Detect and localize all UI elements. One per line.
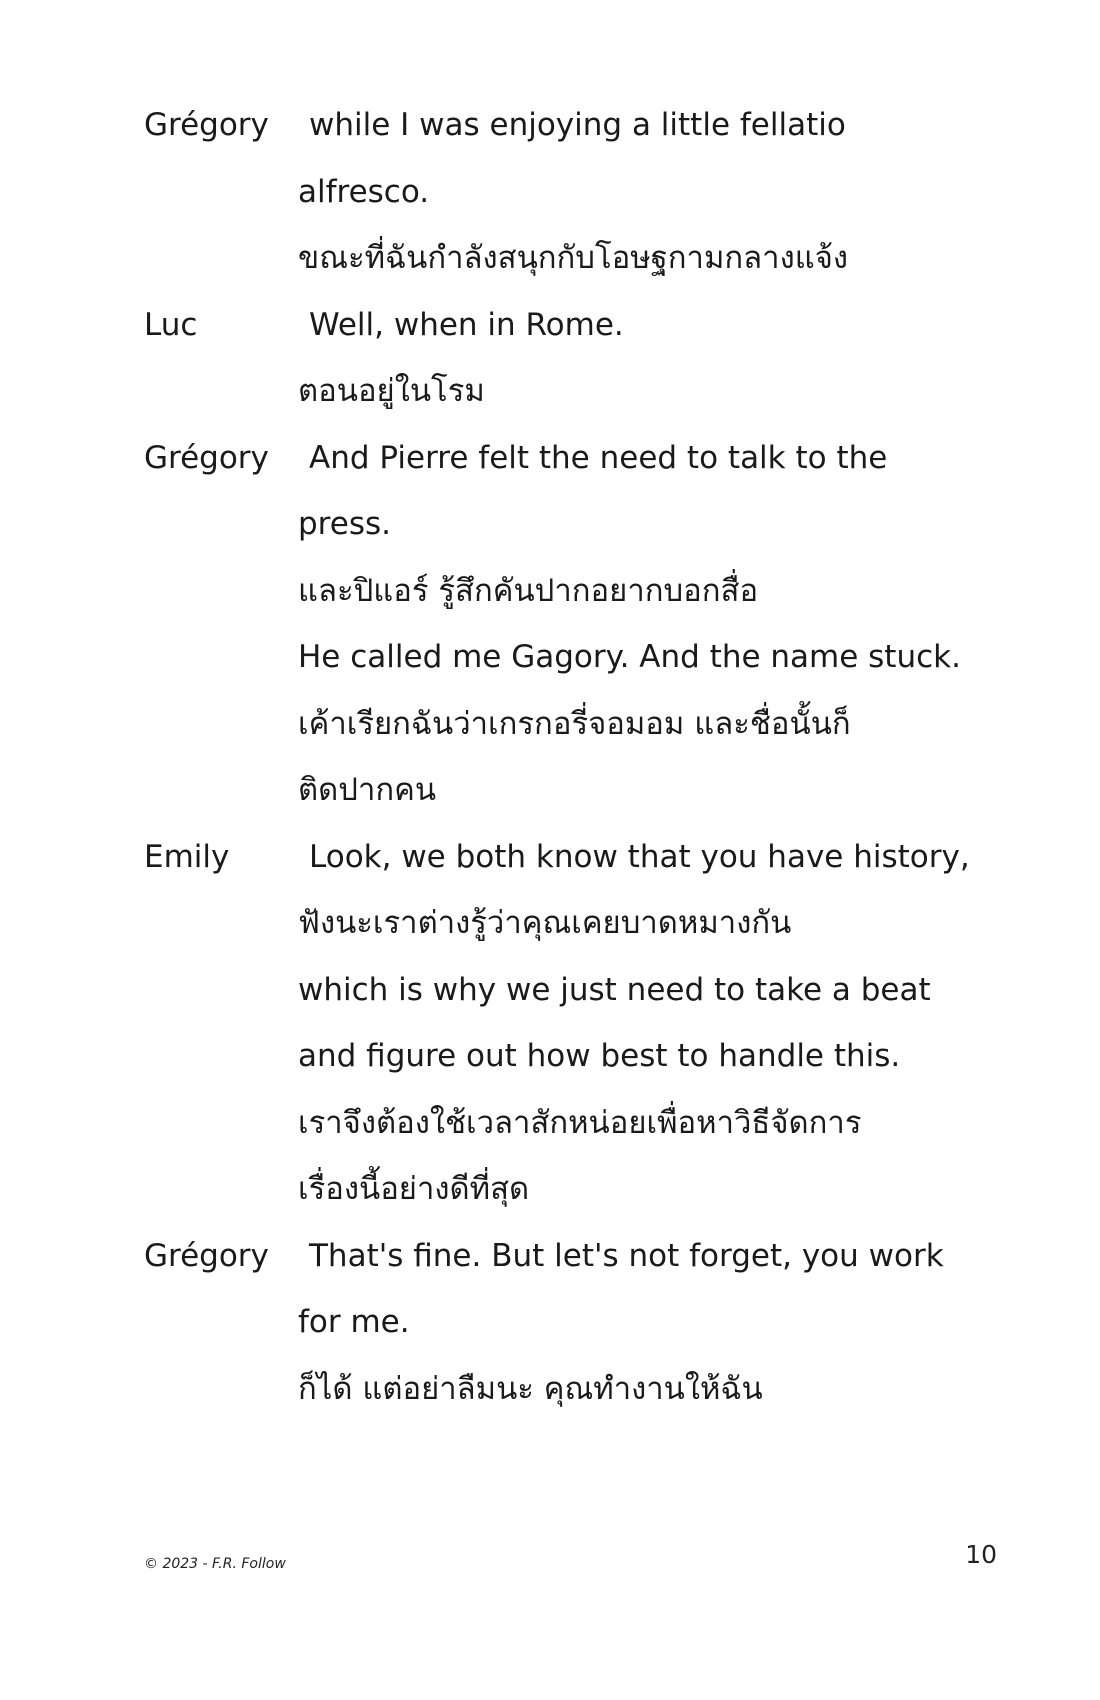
dialogue-text: while I was enjoying a little fellatio [309, 107, 846, 143]
dialogue-text: for me. [298, 1304, 410, 1340]
dialogue-translation: เค้าเรียกฉันว่าเกรกอรี่จอมอม และชื่อนั้นก็ [298, 705, 851, 742]
dialogue-translation: ติดปากคน [298, 772, 437, 808]
copyright-notice: © 2023 - F.R. Follow [144, 1556, 286, 1572]
dialogue-line [144, 1156, 1014, 1223]
dialogue-line [144, 757, 1014, 824]
dialogue-line [144, 225, 1014, 292]
dialogue-translation: ตอนอยู่ในโรม [298, 373, 485, 409]
dialogue-translation: ขณะที่ฉันกำลังสนุกกับโอษฐกามกลางแจ้ง [298, 240, 848, 276]
dialogue-text: He called me Gagory. And the name stuck. [298, 639, 961, 675]
dialogue-line [144, 890, 1014, 957]
dialogue-text: That's fine. But let's not forget, you work [309, 1237, 944, 1274]
dialogue-text: And Pierre felt the need to talk to the [309, 439, 888, 476]
dialogue-text: Well, when in Rome. [309, 306, 624, 343]
dialogue-line [144, 159, 1014, 226]
dialogue-translation: ก็ได้ แต่อย่าลืมนะ คุณทำงานให้ฉัน [298, 1370, 763, 1407]
dialogue-text: alfresco. [298, 173, 430, 210]
dialogue-translation: ฟังนะเราต่างรู้ว่าคุณเคยบาดหมางกัน [298, 905, 792, 941]
dialogue-line [144, 957, 1014, 1024]
dialogue-line [144, 425, 1014, 492]
dialogue-line [144, 1090, 1014, 1157]
dialogue-line [144, 624, 1014, 691]
dialogue-text: Look, we both know that you have history, [309, 838, 970, 875]
dialogue-line [144, 1223, 1014, 1290]
speaker-name: Luc [144, 306, 198, 343]
speaker-name: Grégory [144, 1237, 269, 1274]
dialogue-translation: เรื่องนี้อย่างดีที่สุด [298, 1171, 530, 1207]
dialogue-text: press. [298, 506, 391, 542]
dialogue-line [144, 292, 1014, 359]
dialogue-line [144, 491, 1014, 558]
dialogue-line [144, 691, 1014, 758]
speaker-name: Grégory [144, 439, 269, 476]
dialogue-line [144, 1023, 1014, 1090]
dialogue-line [144, 92, 1014, 159]
dialogue-script [144, 92, 1014, 1422]
dialogue-line [144, 824, 1014, 891]
speaker-name: Grégory [144, 107, 269, 143]
dialogue-translation: เราจึงต้องใช้เวลาสักหน่อยเพื่อหาวิธีจัดการ [298, 1104, 862, 1141]
dialogue-translation: และปิแอร์ รู้สึกคันปากอยากบอกสื่อ [298, 572, 759, 609]
page-number: 10 [965, 1540, 997, 1569]
dialogue-text: and figure out how best to handle this. [298, 1038, 901, 1074]
dialogue-line [144, 1289, 1014, 1356]
dialogue-text: which is why we just need to take a beat [298, 971, 931, 1008]
dialogue-line [144, 358, 1014, 425]
dialogue-line [144, 558, 1014, 625]
speaker-name: Emily [144, 838, 230, 875]
dialogue-line [144, 1356, 1014, 1423]
